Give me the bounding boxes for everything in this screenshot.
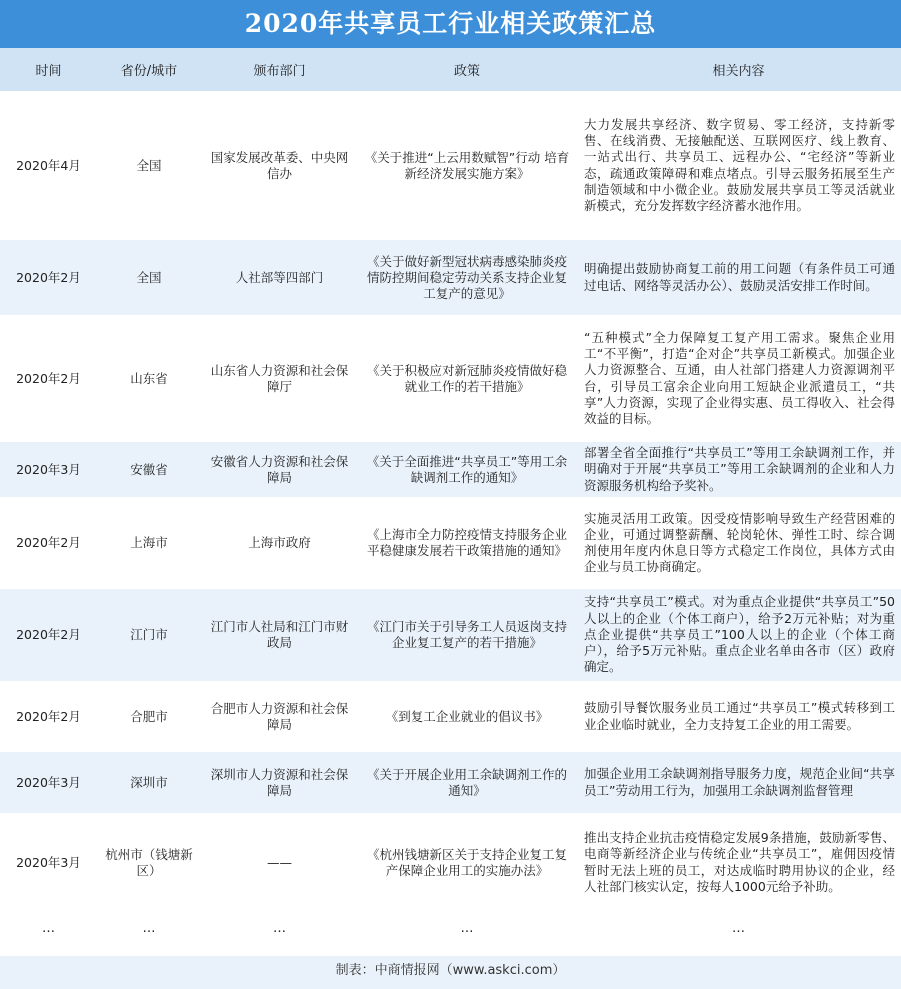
cell-department: 人社部等四部门 [201,240,358,315]
cell-department: —— [201,813,358,912]
cell-department: 山东省人力资源和社会保障厅 [201,315,358,442]
cell-department: 国家发展改革委、中央网信办 [201,91,358,240]
cell-content: 部署全省全面推行“共享员工”等用工余缺调剂工作，并明确对于开展“共享员工”等用工余缺调剂的企业和人力资源服务机构给予奖补。 [576,442,901,497]
ellipsis-cell: … [97,912,201,945]
cell-time: 2020年2月 [0,315,97,442]
cell-department: 深圳市人力资源和社会保障局 [201,752,358,813]
cell-region: 上海市 [97,497,201,589]
cell-policy: 《关于全面推进“共享员工”等用工余缺调剂工作的通知》 [358,442,576,497]
table-row [0,497,901,589]
cell-region: 安徽省 [97,442,201,497]
cell-content: 加强企业用工余缺调剂指导服务力度，规范企业间“共享员工”劳动用工行为，加强用工余缺调剂监督管理 [576,752,901,813]
header-content: 相关内容 [576,48,901,91]
cell-department: 上海市政府 [201,497,358,589]
header-policy: 政策 [358,48,576,91]
cell-department: 安徽省人力资源和社会保障局 [201,442,358,497]
policy-table [0,48,901,945]
ellipsis-cell: … [0,912,97,945]
cell-policy: 《关于推进“上云用数赋智”行动 培育新经济发展实施方案》 [358,91,576,240]
cell-policy: 《杭州钱塘新区关于支持企业复工复产保障企业用工的实施办法》 [358,813,576,912]
cell-region: 深圳市 [97,752,201,813]
cell-policy: 《江门市关于引导务工人员返岗支持企业复工复产的若干措施》 [358,589,576,681]
cell-time: 2020年3月 [0,813,97,912]
header-department: 颁布部门 [201,48,358,91]
cell-department: 江门市人社局和江门市财政局 [201,589,358,681]
cell-policy: 《到复工企业就业的倡议书》 [358,681,576,752]
cell-policy: 《关于积极应对新冠肺炎疫情做好稳就业工作的若干措施》 [358,315,576,442]
table-row [0,91,901,240]
table-row [0,813,901,912]
cell-content: 支持“共享员工”模式。对为重点企业提供“共享员工”50人以上的企业（个体工商户），给予2万元补贴；对为重点企业提供“共享员工”100人以上的企业（个体工商户），给予5万元补贴。重点企业名单由各市（区）政府确定。 [576,589,901,681]
cell-time: 2020年2月 [0,589,97,681]
table-row [0,589,901,681]
cell-region: 全国 [97,240,201,315]
cell-region: 合肥市 [97,681,201,752]
table-row [0,681,901,752]
cell-policy: 《关于做好新型冠状病毒感染肺炎疫情防控期间稳定劳动关系支持企业复工复产的意见》 [358,240,576,315]
ellipsis-row [0,912,901,945]
cell-content: 大力发展共享经济、数字贸易、零工经济，支持新零售、在线消费、无接触配送、互联网医疗、线上教育、一站式出行、共享员工、远程办公、“宅经济”等新业态，疏通政策障碍和难点堵点。引导云服务拓展至生产制造领域和中小微企业。鼓励发展共享员工等灵活就业新模式，充分发挥数字经济蓄水池作用。 [576,91,901,240]
ellipsis-cell: … [358,912,576,945]
cell-time: 2020年2月 [0,681,97,752]
table-row [0,315,901,442]
cell-time: 2020年2月 [0,497,97,589]
header-region: 省份/城市 [97,48,201,91]
table-source-footer: 制表：中商情报网（www.askci.com） [0,956,901,989]
cell-region: 杭州市（钱塘新区） [97,813,201,912]
table-row [0,442,901,497]
table-row [0,752,901,813]
page-title: 2020年共享员工行业相关政策汇总 [0,0,901,48]
cell-content: 鼓励引导餐饮服务业员工通过“共享员工”模式转移到工业企业临时就业，全力支持复工企业的用工需要。 [576,681,901,752]
cell-region: 山东省 [97,315,201,442]
ellipsis-cell: … [576,912,901,945]
cell-content: 明确提出鼓励协商复工前的用工问题（有条件员工可通过电话、网络等灵活办公）、鼓励灵活安排工作时间。 [576,240,901,315]
cell-content: 推出支持企业抗击疫情稳定发展9条措施，鼓励新零售、电商等新经济企业与传统企业“共享员工”，雇佣因疫情暂时无法上班的员工，对达成临时聘用协议的企业，经人社部门核实认定，按每人1000元给予补助。 [576,813,901,912]
header-time: 时间 [0,48,97,91]
cell-time: 2020年3月 [0,442,97,497]
cell-content: “五种模式”全力保障复工复产用工需求。聚焦企业用工“不平衡”，打造“企对企”共享员工新模式。加强企业人力资源整合、互通，由人社部门搭建人力资源调剂平台，引导员工富余企业向用工短缺企业派遣员工，“共享”人力资源，实现了企业得实惠、员工得收入、社会得效益的目标。 [576,315,901,442]
cell-region: 江门市 [97,589,201,681]
cell-time: 2020年2月 [0,240,97,315]
cell-region: 全国 [97,91,201,240]
table-row [0,240,901,315]
cell-policy: 《关于开展企业用工余缺调剂工作的通知》 [358,752,576,813]
cell-policy: 《上海市全力防控疫情支持服务企业平稳健康发展若干政策措施的通知》 [358,497,576,589]
cell-time: 2020年4月 [0,91,97,240]
cell-department: 合肥市人力资源和社会保障局 [201,681,358,752]
cell-time: 2020年3月 [0,752,97,813]
table-header-row [0,48,901,91]
ellipsis-cell: … [201,912,358,945]
cell-content: 实施灵活用工政策。因受疫情影响导致生产经营困难的企业，可通过调整薪酬、轮岗轮休、弹性工时、综合调剂使用年度内休息日等方式稳定工作岗位，具体方式由企业与员工协商确定。 [576,497,901,589]
